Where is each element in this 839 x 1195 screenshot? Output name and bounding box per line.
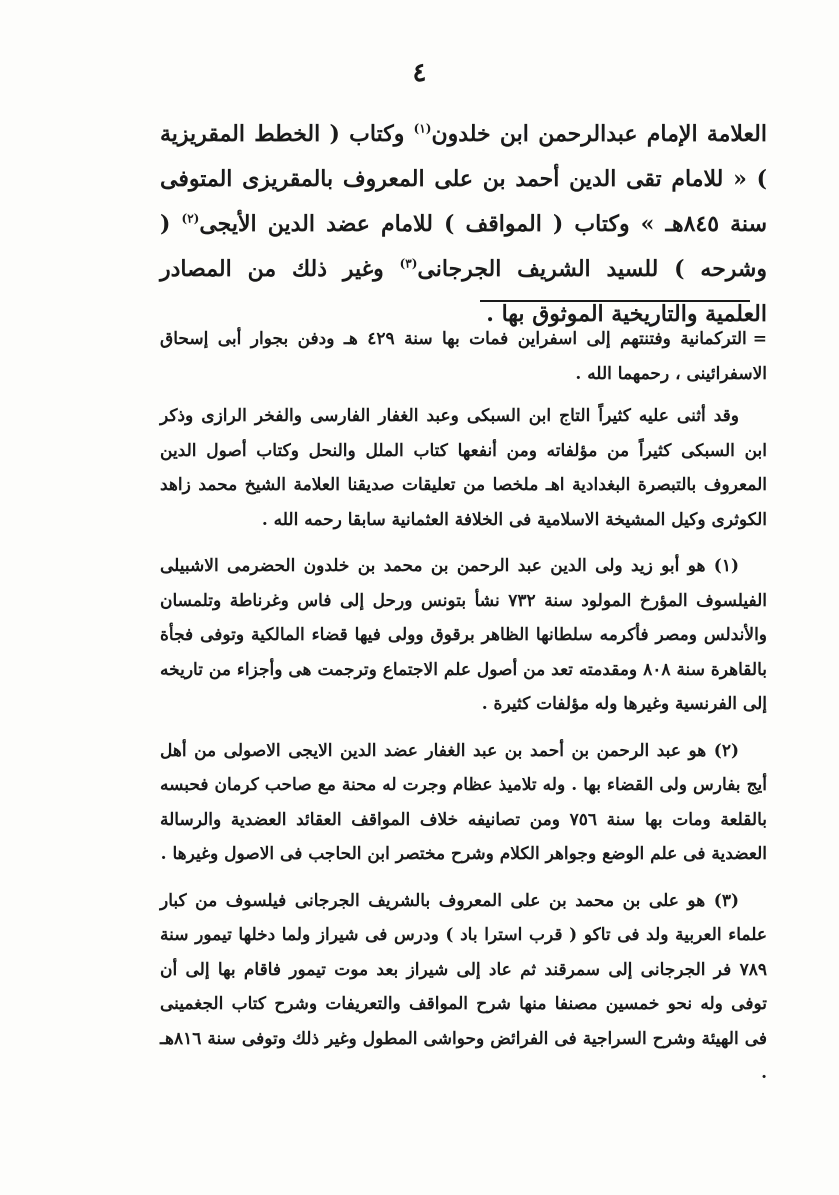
- footnote-ref-2: (٢): [181, 211, 200, 226]
- main-paragraph: [160, 112, 767, 337]
- footnote-1: (١) هو أبو زيد ولى الدين عبد الرحمن بن محمد بن خلدون الحضرمى الاشبيلى الفيلسوف المؤرخ المولود سنة ٧٣٢ نشأ بتونس ورحل إلى فاس وغرناطة وتلمسان والأندلس ومصر فأكرمه سلطانها الظاهر برقوق وولى فيها قضاء المالكية وتوفى فجأة بالقاهرة سنة ٨٠٨ ومقدمته تعد من أصول علم الاجتماع وترجمت هى وأجزاء من تاريخه إلى الفرنسية وغيرها وله مؤلفات كثيرة .: [160, 556, 768, 714]
- main-text-part-2: وكتاب ( الخطط المقريزية ) « للامام تقى الدين أحمد بن على المعروف بالمقريزى المتوفى سنة ٨٤٥هـ » وكتاب ( المواقف ) للامام عضد الدين الأيجى: [160, 121, 767, 237]
- footnote-3: (٣) هو على بن محمد بن على المعروف بالشريف الجرجانى فيلسوف من كبار علماء العربية ولد فى تاكو ( قرب استرا باد ) ودرس فى شيراز ولما دخلها تيمور سنة ٧٨٩ فر الجرجانى إلى سمرقند ثم عاد إلى شيراز بعد موت تيمور فاقام بها إلى أن توفى وله نحو خمسين مصنفا منها شرح المواقف والتعريفات وشرح كتاب الجغمينى فى الهيئة وشرح السراجية فى الفرائض وحواشى المطول وغير ذلك وتوفى سنة ٨١٦هـ .: [160, 890, 767, 1083]
- footnote-continuation: [160, 322, 767, 391]
- page-number: ٤: [412, 58, 427, 88]
- main-text-part-3: ( وشرحه ) للسيد الشريف الجرجانى: [160, 211, 767, 282]
- main-text-part-4: وغير ذلك من المصادر العلمية والتاريخية الموثوق بها .: [160, 256, 767, 327]
- continuation-mark: =: [752, 329, 767, 349]
- continuation-text: التركمانية وفتنتهم إلى اسفراين فمات بها سنة ٤٢٩ هـ ودفن بجوار أبى إسحاق الاسفرائينى ، رحمهما الله .: [160, 329, 767, 384]
- footnotes: [160, 322, 767, 1103]
- main-text: [160, 112, 767, 337]
- main-text-part-1: العلامة الإمام عبدالرحمن ابن خلدون: [431, 121, 767, 147]
- footnote-2: (٢) هو عبد الرحمن بن أحمد بن عبد الغفار عضد الدين الايجى الاصولى من أهل أيج بفارس ولى القضاء بها . وله تلاميذ عظام وجرت له محنة مع صاحب كرمان فحبسه بالقلعة ومات بها سنة ٧٥٦ ومن تصانيفه خلاف المواقف العقائد العضدية والرسالة العضدية فى علم الوضع وجواهر الكلام وشرح مختصر ابن الحاجب فى الاصول وغيرها .: [160, 740, 767, 864]
- footnote-continuation-2: وقد أثنى عليه كثيراً التاج ابن السبكى وعبد الغفار الفارسى والفخر الرازى وذكر ابن السبكى كثيراً من مؤلفاته ومن أنفعها كتاب الملل والنحل وكتاب أصول الدين المعروف بالتبصرة البغدادية اهـ ملخصا من تعليقات صديقنا العلامة الشيخ محمد زاهد الكوثرى وكيل المشيخة الاسلامية فى الخلافة العثمانية سابقا رحمه الله .: [160, 406, 767, 530]
- footnote-separator: [480, 300, 750, 302]
- footnote-ref-1: (١): [413, 121, 432, 136]
- footnote-ref-3: (٣): [399, 256, 418, 271]
